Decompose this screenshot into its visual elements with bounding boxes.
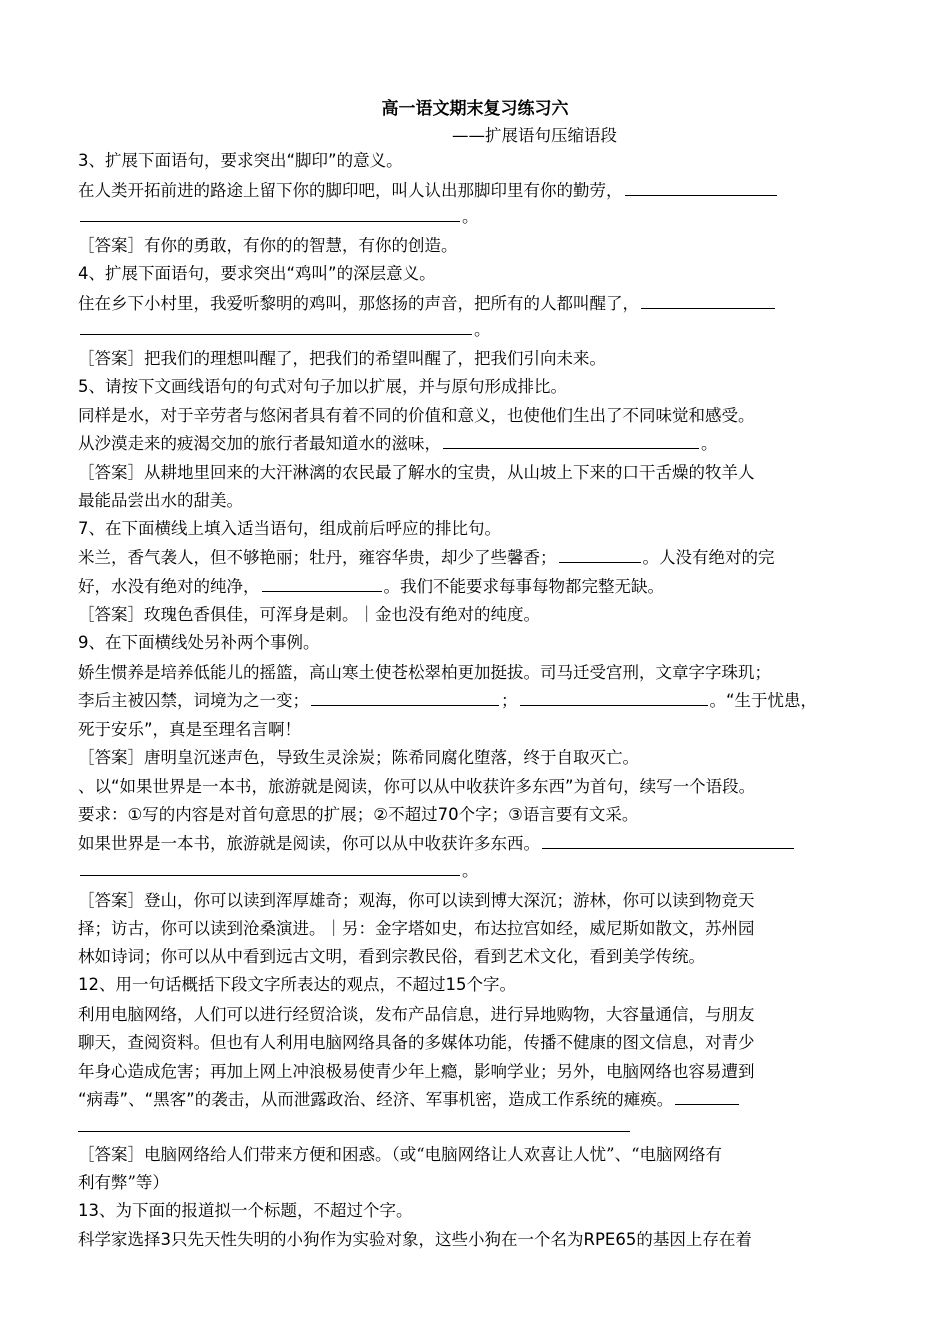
- question-4-text: 住在乡下小村里，我爱听黎明的鸡叫，那悠扬的声音，把所有的人都叫醒了，: [78, 293, 777, 317]
- question-4-prompt: 4、扩展下面语句，要求突出“鸡叫”的深层意义。: [78, 264, 436, 283]
- question-5-answer-cont: 最能品尝出水的甜美。: [78, 491, 243, 510]
- question-10-answer: ［答案］登山，你可以读到浑厚雄奇；观海，你可以读到博大深沉；游林，你可以读到物竞天: [78, 891, 755, 910]
- answer-blank: [262, 576, 382, 592]
- answer-blank: [311, 690, 499, 706]
- question-5-prompt: 5、请按下文画线语句的句式对句子加以扩展，并与原句形成排比。: [78, 377, 567, 396]
- answer-blank: [625, 180, 777, 196]
- question-10-answer-cont: 择；访古，你可以读到沧桑演进。｜另：金字塔如史，布达拉宫如经，威尼斯如散文，苏州园: [78, 919, 755, 938]
- question-10-text-end: 。: [78, 860, 479, 884]
- question-3-prompt: 3、扩展下面语句，要求突出“脚印”的意义。: [78, 151, 403, 170]
- question-7-prompt: 7、在下面横线上填入适当语句，组成前后呼应的排比句。: [78, 519, 501, 538]
- question-4-answer: ［答案］把我们的理想叫醒了，把我们的希望叫醒了，把我们引向未来。: [78, 349, 606, 368]
- question-7-text-2: 好，水没有绝对的纯净， 。我们不能要求每事每物都完整无缺。: [78, 577, 664, 596]
- question-7-text: 米兰，香气袭人，但不够艳丽；牡丹，雍容华贵，却少了些馨香； 。人没有绝对的完: [78, 548, 775, 567]
- question-9-text-2: 李后主被囚禁，词境为之一变； ； 。“生于忧患，: [78, 691, 818, 710]
- question-5-text-2: 从沙漠走来的疲渴交加的旅行者最知道水的滋味， 。: [78, 434, 718, 453]
- question-10-text: 如果世界是一本书，旅游就是阅读，你可以从中收获许多东西。: [78, 833, 796, 857]
- question-12-passage-3: 年身心造成危害；再加上网上冲浪极易使青少年上瘾，影响学业；另外，电脑网络也容易遭到: [78, 1062, 755, 1081]
- answer-blank: [80, 860, 460, 876]
- answer-blank: [675, 1089, 739, 1105]
- question-9-text-3: 死于安乐”，真是至理名言啊！: [78, 720, 302, 739]
- question-9-text: 娇生惯养是培养低能儿的摇篮，高山寒土使苍松翠柏更加挺拔。司马迁受宫刑，文章字字珠玑；: [78, 663, 771, 682]
- question-12-passage: 利用电脑网络，人们可以进行经贸洽谈，发布产品信息，进行异地购物，大容量通信，与朋友: [78, 1005, 755, 1024]
- document-subtitle: ——扩展语句压缩语段: [452, 126, 617, 145]
- answer-blank: [542, 833, 794, 849]
- question-10-prompt: 、以“如果世界是一本书，旅游就是阅读，你可以从中收获许多东西”为首句，续写一个语段。: [78, 777, 756, 796]
- question-12-answer: ［答案］电脑网络给人们带来方便和困惑。（或“电脑网络让人欢喜让人忧”、“电脑网络有: [78, 1145, 723, 1164]
- answer-blank: [520, 690, 708, 706]
- question-4-text-end: 。: [78, 319, 491, 343]
- answer-blank: [80, 206, 460, 222]
- question-9-answer: ［答案］唐明皇沉迷声色，导致生灵涂炭；陈希同腐化堕落，终于自取灭亡。: [78, 748, 639, 767]
- question-3-answer: ［答案］有你的勇敢，有你的的智慧，有你的创造。: [78, 236, 458, 255]
- question-12-passage-4: “病毒”、“黑客”的袭击，从而泄露政治、经济、军事机密，造成工作系统的瘫痪。: [78, 1089, 741, 1113]
- question-5-text: 同样是水，对于辛劳者与悠闲者具有着不同的价值和意义，也使他们生出了不同味觉和感受。: [78, 406, 755, 425]
- answer-line: [78, 1131, 630, 1132]
- answer-blank: [443, 433, 699, 449]
- question-13-passage: 科学家选择3只先天性失明的小狗作为实验对象，这些小狗在一个名为RPE65的基因上存在着: [78, 1230, 752, 1249]
- question-7-answer: ［答案］玫瑰色香俱佳，可浑身是刺。｜金也没有绝对的纯度。: [78, 605, 540, 624]
- question-10-answer-cont-2: 林如诗词；你可以从中看到远古文明，看到宗教民俗，看到艺术文化，看到美学传统。: [78, 947, 705, 966]
- question-13-prompt: 13、为下面的报道拟一个标题，不超过个字。: [78, 1201, 413, 1220]
- question-3-text: 在人类开拓前进的路途上留下你的脚印吧，叫人认出那脚印里有你的勤劳，: [78, 180, 779, 204]
- question-12-passage-2: 聊天，查阅资料。但也有人利用电脑网络具备的多媒体功能，传播不健康的图文信息，对青少: [78, 1033, 755, 1052]
- question-12-answer-cont: 利有弊”等）: [78, 1173, 169, 1192]
- answer-blank: [80, 319, 472, 335]
- question-3-text-end: 。: [78, 206, 479, 230]
- question-10-requirements: 要求：①写的内容是对首句意思的扩展；②不超过70个字；③语言要有文采。: [78, 805, 639, 824]
- question-12-prompt: 12、用一句话概括下段文字所表达的观点，不超过15个字。: [78, 975, 516, 994]
- question-9-prompt: 9、在下面横线处另补两个事例。: [78, 633, 320, 652]
- document-title: 高一语文期末复习练习六: [381, 99, 569, 119]
- answer-blank: [559, 547, 641, 563]
- answer-blank: [641, 293, 775, 309]
- question-5-answer: ［答案］从耕地里回来的大汗淋漓的农民最了解水的宝贵，从山坡上下来的口干舌燥的牧羊人: [78, 463, 755, 482]
